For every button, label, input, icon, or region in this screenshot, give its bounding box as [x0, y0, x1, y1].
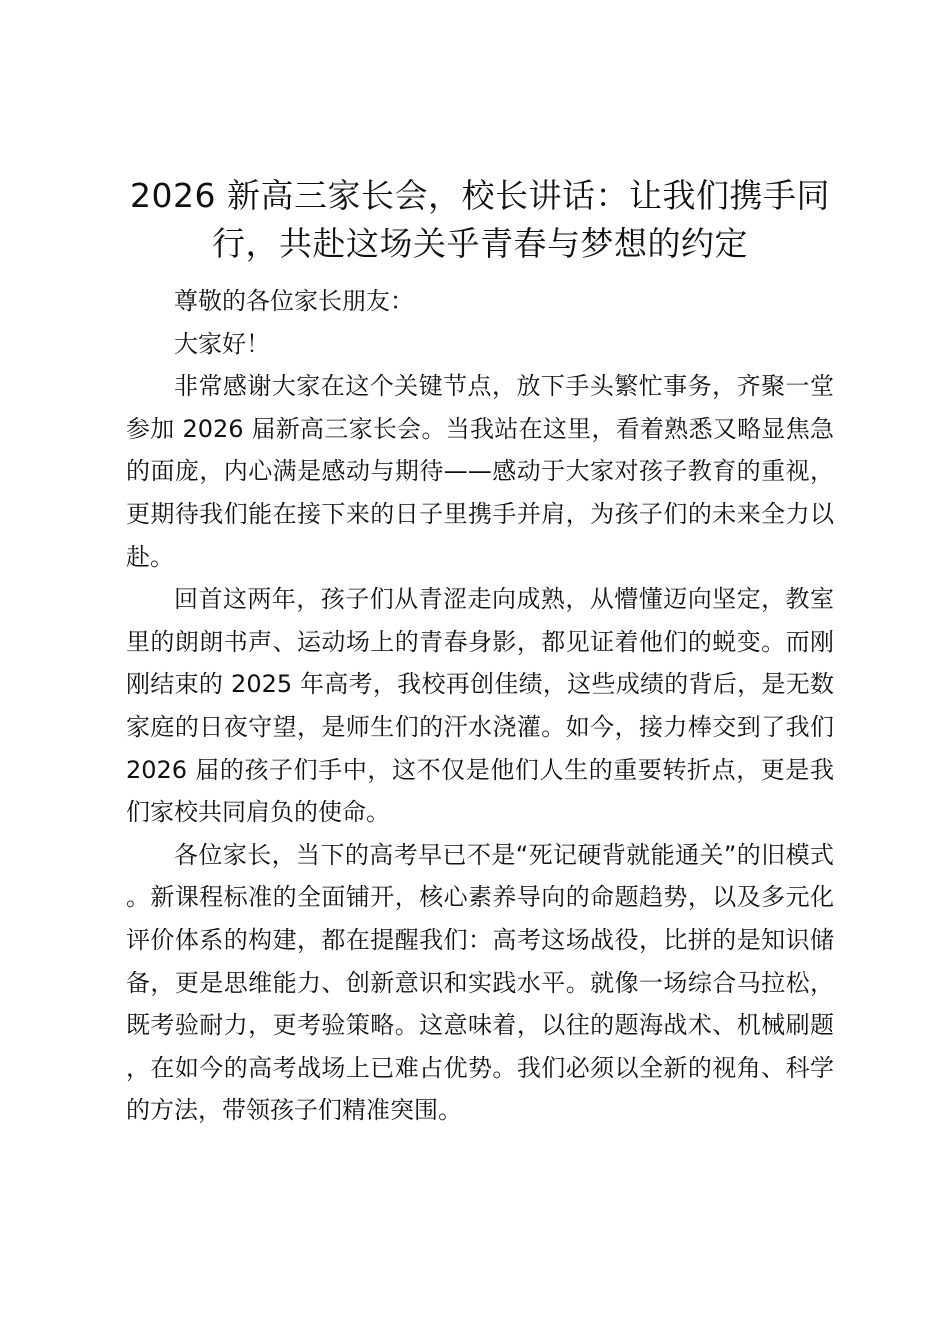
greeting: 大家好！ — [174, 329, 270, 358]
body-paragraph: 回首这两年，孩子们从青涩走向成熟，从懵懂迈向坚定，教室里的朗朗书声、运动场上的青春身影，都见证着他们的蜕变。而刚刚结束的 2025 年高考，我校再创佳绩，这些成绩的背后，是无数家庭的日夜守望，是师生们的汗水浇灌。如今，接力棒交到了我们 2026 届的孩子们手中，这不仅是他们人生的重要转折点，更是我们家校共同肩负的使命。 — [126, 585, 834, 827]
document-body — [126, 280, 834, 1132]
body-paragraph: 各位家长，当下的高考早已不是“死记硬背就能通关”的旧模式。新课程标准的全面铺开，核心素养导向的命题趋势，以及多元化评价体系的构建，都在提醒我们：高考这场战役，比拼的是知识储备，更是思维能力、创新意识和实践水平。就像一场综合马拉松，既考验耐力，更考验策略。这意味着，以往的题海战术、机械刷题，在如今的高考战场上已难占优势。我们必须以全新的视角、科学的方法，带领孩子们精准突围。 — [126, 840, 834, 1125]
body-paragraph: 非常感谢大家在这个关键节点，放下手头繁忙事务，齐聚一堂参加 2026 届新高三家长会。当我站在这里，看着熟悉又略显焦急的面庞，内心满是感动与期待——感动于大家对孩子教育的重视，更期待我们能在接下来的日子里携手并肩，为孩子们的未来全力以赴。 — [126, 372, 834, 571]
salutation: 尊敬的各位家长朋友： — [174, 287, 414, 315]
document-title: 2026 新高三家长会，校长讲话：让我们携手同行，共赴这场关乎青春与梦想的约定 — [130, 176, 830, 263]
